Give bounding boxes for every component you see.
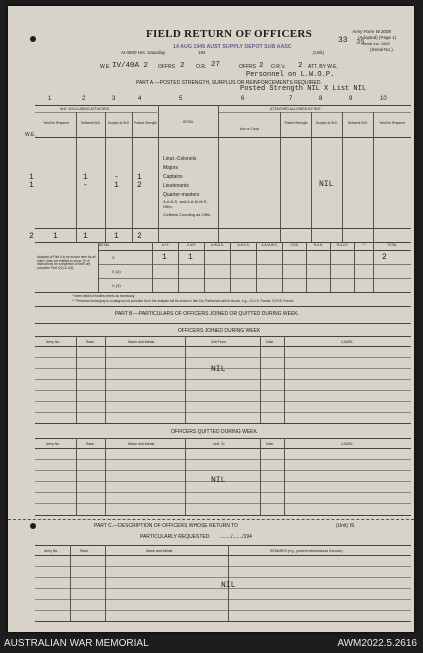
attached-nil: NIL (319, 180, 334, 189)
joined-head-army-no: Army No. (46, 340, 61, 344)
rule (35, 423, 411, 424)
rule (35, 492, 411, 493)
analysis-head: CIVIL (290, 243, 299, 247)
analysis-aif: 1 (162, 253, 167, 262)
rule (230, 242, 231, 292)
part-b-title: PART B.—PARTICULARS OF OFFICERS JOINED OR QUITTED DURING WEEK. (115, 311, 300, 317)
total-held: 2 (29, 232, 34, 241)
rule (35, 448, 411, 449)
part-c-title: PART C.—DESCRIPTION OF OFFICERS WHOSE RETURN TO (94, 523, 238, 529)
rule (284, 336, 285, 423)
rule (35, 621, 411, 622)
lieut-deficient: - (83, 181, 88, 190)
col-header: Surplus to W.E. (316, 121, 338, 125)
group-we-excluding: W.E. EXCLUDING ATTACHED (60, 107, 110, 111)
att-by-we-label: ATT. BY W.E. (308, 64, 338, 70)
rule (185, 438, 186, 515)
footer-credit: AUSTRALIAN WAR MEMORIAL (4, 638, 149, 649)
rule (105, 336, 106, 423)
serial-number-2: 35 (356, 39, 365, 47)
col-number: 2 (82, 96, 86, 102)
rule (35, 459, 411, 460)
quitted-head-army-no: Army No. (46, 442, 61, 446)
footnote-1: * Insert detail of bodies events as necessary. (72, 294, 136, 298)
rule (35, 137, 411, 138)
rule (158, 105, 159, 242)
rule (98, 278, 411, 279)
joined-head-date: Date. (266, 340, 275, 344)
punch-hole-icon (30, 36, 36, 42)
rule (306, 242, 307, 292)
rule (284, 438, 285, 515)
adopted-label: (Adopted) (Page 1) (358, 35, 397, 40)
at-hours-line: At 0600 Hrs. Saturday (121, 50, 166, 55)
part-a-title: PART A.—POSTED STRENGTH, SURPLUS OR REINFORCEMENTS REQUIRED. (136, 80, 322, 86)
posted-strength-note: Posted Strength NIL X List NIL (240, 85, 367, 93)
col-header: Posted Strength (134, 121, 157, 125)
analysis-cmf: 1 (188, 253, 193, 262)
col-header: Held/On Required (43, 121, 69, 125)
rule (35, 306, 411, 307)
rule (282, 242, 283, 292)
col-number: 3 (112, 96, 116, 102)
col-header: Posted Strength (284, 121, 308, 125)
joined-head-unit: Unit From. (211, 340, 227, 344)
col-header: Deficient W.E. (80, 121, 102, 125)
detail-lieutenants: Lieutenants (163, 183, 189, 189)
detail-quartermasters: Quarter-masters (163, 192, 200, 198)
we-value: IV/40A 2 (112, 62, 149, 70)
rule (35, 228, 411, 229)
rule (35, 323, 411, 324)
analysis-head: A.I.F. (161, 243, 170, 247)
part-c-head-name: Name and Initials. (146, 549, 174, 553)
captains-posted: 1 (137, 173, 142, 182)
rule (76, 336, 77, 423)
col-number: 4 (138, 96, 142, 102)
rule (35, 545, 411, 546)
part-c-title-2: PARTICULARLY REQUESTED. (140, 534, 211, 540)
analysis-total: 2 (382, 253, 387, 262)
rule (311, 112, 312, 242)
analysis-row-label: X (3) (112, 283, 121, 288)
col-number: 1 (48, 96, 52, 102)
rule (98, 264, 411, 265)
rule (35, 412, 411, 413)
analysis-head: * * (362, 243, 366, 247)
col-number: 7 (289, 96, 293, 102)
rule (35, 610, 411, 611)
col-header: Arm or Corps (240, 127, 259, 131)
analysis-head: R.A.A.F. (336, 243, 349, 247)
col-header: DETAIL (183, 120, 194, 124)
col-number: 10 (380, 96, 387, 102)
captains-deficient: 1 (83, 173, 88, 182)
rule (35, 112, 157, 113)
detail-captains: Captains (163, 174, 183, 180)
quitted-head-name: Name and Initials. (128, 442, 156, 446)
offrs2-value: 2 (259, 62, 264, 70)
rule (342, 112, 343, 242)
or-value: 27 (211, 61, 221, 69)
army-form-number: Army Form W.3008 (352, 29, 391, 34)
analysis-row-label: X (2) (112, 269, 121, 274)
we-side-label: W.E. (25, 132, 36, 138)
rule (70, 545, 71, 621)
lieut-surplus: 1 (114, 181, 119, 190)
captains-surplus: - (114, 173, 119, 182)
col-header: Deficient W.E. (347, 121, 369, 125)
rule (204, 242, 205, 292)
rule (105, 545, 106, 621)
detail-lt-colonels: Lieut.-Colonels (163, 156, 197, 162)
we-label: W.E. (100, 64, 111, 70)
col-header: Surplus to W.E. (108, 121, 130, 125)
or2-value: 2 (298, 62, 303, 70)
rule (35, 105, 411, 106)
rule (35, 566, 411, 567)
footnote-2: * * Personnel belonging to a category not provided for in the analysis will be shown in this Col. Particulars will be shown, e.g., 10 U.S. Forces, 10 R.E. Forces (72, 299, 294, 303)
rule (98, 242, 99, 292)
analysis-head: A.W.A.S. (211, 243, 224, 247)
or2-label: O.R.'s (271, 64, 285, 70)
col-header: Held/On Required (379, 121, 405, 125)
group-attached: ATTACHED ALLOWED BY W.E. (270, 107, 322, 111)
rule (373, 242, 374, 292)
offrs-value: 2 (180, 62, 185, 70)
rule (260, 438, 261, 515)
rule (152, 242, 153, 292)
rule (76, 112, 77, 242)
analysis-row-label: X (112, 255, 115, 260)
rule (330, 242, 331, 292)
rule (35, 346, 411, 347)
rule (35, 438, 411, 439)
part-c-nil: NIL (221, 581, 236, 590)
quitted-head-date: Date. (266, 442, 275, 446)
unit-label: (Unit) (313, 50, 324, 55)
quitted-head-rank: Rank. (86, 442, 95, 446)
analysis-head: TOTAL (387, 243, 397, 247)
cut-line (8, 519, 414, 520)
detail-civilians: Civilians Counting as Offrs. (163, 212, 212, 217)
or-label: O.R. (196, 64, 207, 70)
offrs2-label: OFFRS (239, 64, 256, 70)
col-number: 8 (319, 96, 323, 102)
rule (280, 112, 281, 242)
joined-head-cause: CAUSE. (341, 340, 354, 344)
analysis-head: A.A.M.W.S. (261, 243, 278, 247)
quitted-nil: NIL (211, 476, 226, 485)
analysis-head: DETAIL (99, 243, 110, 247)
rule (35, 336, 411, 337)
rule (105, 112, 106, 242)
rule (35, 599, 411, 600)
total-surplus: 1 (114, 232, 119, 241)
rule (178, 242, 179, 292)
part-c-head-remarks: REMARKS (e.g., present whereabouts if known). (270, 549, 344, 553)
quitted-head-unit: Unit. To. (213, 442, 226, 446)
serial-no-label: (Serial No.) (370, 47, 393, 52)
rule (35, 401, 411, 402)
rule (132, 112, 133, 242)
rule (373, 112, 374, 242)
rule (35, 390, 411, 391)
rule (35, 292, 411, 293)
rule (76, 438, 77, 515)
rule (35, 379, 411, 380)
year-label: 194 (198, 50, 206, 55)
joined-head-rank: Rank. (86, 340, 95, 344)
part-c-unit: (Unit) IS (336, 523, 355, 529)
date-stamp: 14 AUG 1945 AUST SUPPLY DEPOT SUB AASC (173, 44, 292, 50)
col-number: 9 (349, 96, 353, 102)
joined-head-name: Name and Initials. (128, 340, 156, 344)
lieut-held: 1 (29, 181, 34, 190)
col-number: 5 (179, 96, 183, 102)
joined-nil: NIL (211, 365, 226, 374)
total-deficient: 1 (83, 232, 88, 241)
rule (35, 357, 411, 358)
rule (35, 515, 411, 516)
rule (35, 470, 411, 471)
personnel-note: Personnel on L.W.O.P. (246, 71, 335, 79)
punch-hole-icon (30, 523, 36, 529)
form-sheet (8, 6, 414, 632)
part-c-date: ......../......./194 (220, 534, 252, 540)
col-number: 6 (241, 96, 245, 102)
rule (105, 438, 106, 515)
rule (354, 242, 355, 292)
rule (98, 250, 411, 251)
lieut-posted: 2 (137, 181, 142, 190)
analysis-head: R.A.N. (313, 243, 324, 247)
rule (35, 577, 411, 578)
rule (260, 336, 261, 423)
quitted-head-cause: CAUSE. (341, 442, 354, 446)
part-c-head-army-no: Army No. (44, 549, 59, 553)
total-posted: 2 (137, 232, 142, 241)
rule (35, 555, 411, 556)
rule (35, 503, 411, 504)
captains-held: 1 (29, 173, 34, 182)
quitted-title: OFFICERS QUITTED DURING WEEK. (171, 429, 259, 435)
analysis-head: A.A.N.S. (237, 243, 250, 247)
serial-number: 33 (338, 36, 348, 45)
joined-title: OFFICERS JOINED DURING WEEK (178, 328, 261, 334)
rule (185, 336, 186, 423)
total-2: 1 (53, 232, 58, 241)
rule (218, 112, 411, 113)
analysis-head: C.M.F. (186, 243, 197, 247)
detail-aans: A.A.N.S. and A.A.M.W.S. Offrs. (163, 199, 208, 209)
rule (256, 242, 257, 292)
analysis-note: Analysis of Part A to be shown here by all units; Units not entitled to show, [X of instructions for completion of form on] complete Part X(2) & X(3) (37, 255, 96, 270)
form-title: FIELD RETURN OF OFFICERS (146, 28, 313, 40)
detail-majors: Majors (163, 165, 179, 171)
part-c-head-rank: Rank. (80, 549, 89, 553)
rule (218, 105, 219, 242)
serial-ins: Serial Ins. 1960 (362, 41, 390, 46)
offrs-label: OFFRS (158, 64, 175, 70)
footer-accession: AWM2022.5.2616 (337, 638, 417, 649)
